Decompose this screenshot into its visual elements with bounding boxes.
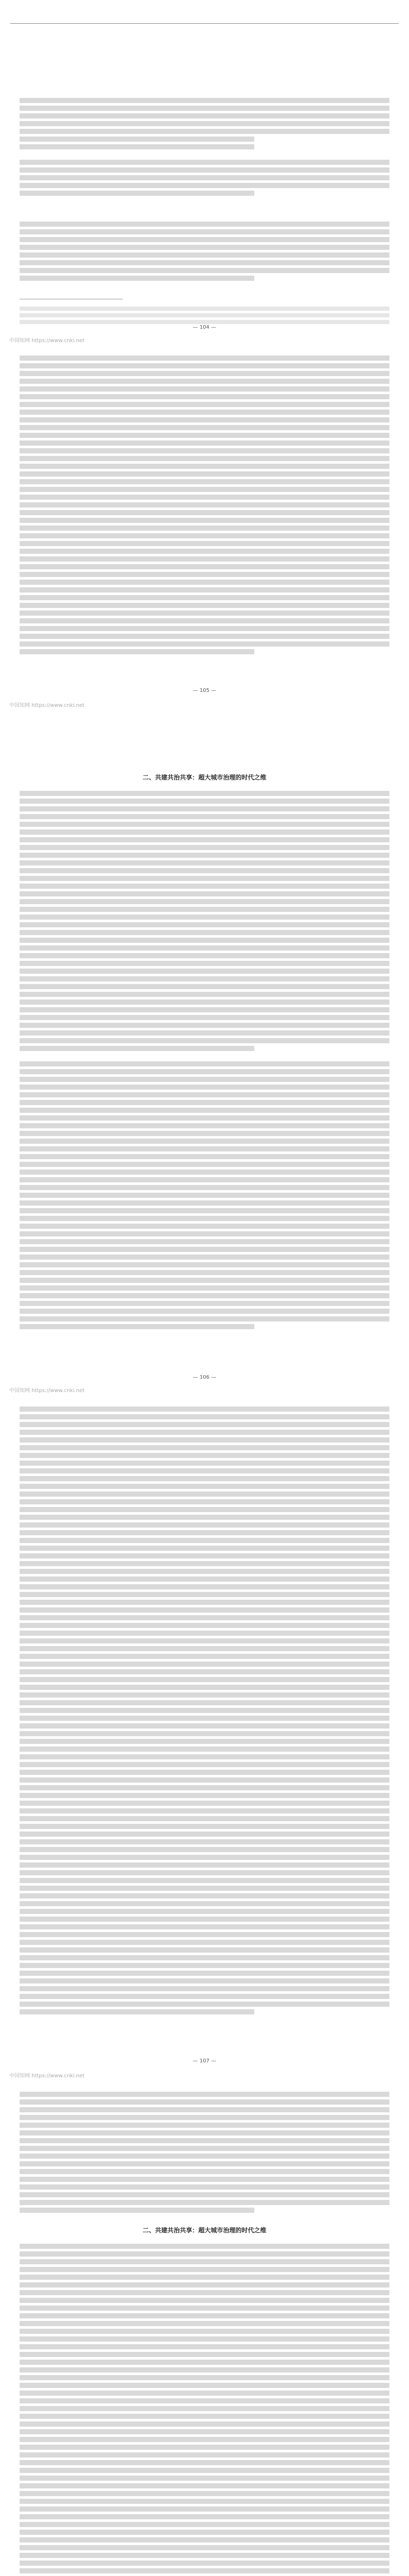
body-line [20,1231,389,1236]
page-number: — 105 — [192,688,217,693]
body-line [20,487,389,492]
body-line [20,1084,389,1090]
body-line [20,1855,389,1860]
body-line [20,999,389,1005]
body-line [20,1816,389,1821]
body-line [20,907,389,912]
body-line [20,930,389,935]
body-line [20,1739,389,1744]
affiliation [0,87,409,92]
classification-line [20,144,254,149]
body-line [20,402,389,407]
body-line [20,2530,389,2535]
body-line [20,922,389,927]
body-line [20,603,389,608]
body-line [20,363,389,368]
body-line [20,2483,389,2488]
body-line [20,814,389,819]
body-line [20,837,389,842]
footnote-line [20,313,389,317]
body-line [20,984,389,989]
body-line [20,587,389,592]
body-line [20,1131,389,1136]
body-line [20,845,389,850]
body-line [20,1986,389,1991]
body-line [20,1414,389,1419]
body-line [20,1522,389,1528]
body-line [20,1793,389,1798]
body-line [20,237,389,242]
body-line [20,1530,389,1535]
body-line [20,1662,389,1667]
footnote-line [20,307,389,311]
body-line [20,2383,389,2388]
body-line [20,1061,389,1066]
body-line [20,899,389,904]
body-line [20,564,389,569]
body-line [20,1677,389,1682]
body-line [20,595,389,600]
body-line [20,572,389,577]
body-line [20,2169,389,2174]
body-line [20,2138,389,2143]
body-line [20,1546,389,1551]
body-line [20,1615,389,1620]
abstract-line [20,113,389,118]
body-line [20,1468,389,1473]
body-line [20,2244,389,2249]
body-line [20,1607,389,1613]
page-1 [0,0,409,685]
body-line [20,1316,389,1321]
page-3 [0,1370,409,2056]
body-line [20,2414,389,2419]
body-line [20,1406,389,1412]
body-line [20,1917,389,1922]
body-line [20,2452,389,2458]
body-line [20,1170,389,1175]
body-line [20,1638,389,1643]
body-line [20,2200,389,2205]
body-line [20,2099,389,2105]
body-line [20,2476,389,2481]
body-line [20,1007,389,1012]
body-line [20,1762,389,1767]
body-line [20,1893,389,1899]
body-line [20,2336,389,2342]
watermark: 中国知网 https://www.cnki.net [9,2073,85,2079]
body-line [20,1909,389,1914]
body-line [20,853,389,858]
body-line [20,1785,389,1790]
body-line [20,2499,389,2504]
body-line [20,945,389,951]
body-line [20,611,389,616]
body-line [20,1685,389,1690]
body-line [20,2367,389,2372]
body-line [20,479,389,484]
body-line [20,2537,389,2543]
body-line [20,2506,389,2512]
body-line [20,2107,389,2112]
body-line [20,884,389,889]
body-line [20,252,389,258]
body-line [20,556,389,562]
body-line [20,1224,389,1229]
body-line [20,2267,389,2272]
body-line [20,260,389,265]
body-line [20,2429,389,2434]
body-line [20,355,389,361]
body-line [20,1208,389,1213]
body-line [20,1115,389,1121]
body-line [20,2329,389,2334]
body-line [20,1162,389,1167]
header-rule [10,23,399,24]
body-line [20,626,389,631]
body-line [20,1015,389,1020]
body-line [20,1870,389,1875]
body-line [20,2251,389,2257]
body-line [20,1123,389,1128]
body-line [20,1023,389,1028]
body-line [20,1978,389,1984]
body-line [20,2321,389,2326]
body-line [20,1592,389,1597]
body-line [20,1955,389,1960]
section-heading: 二、共建共治共享：超大城市治理的时代之维 [142,774,267,781]
body-line [20,1077,389,1082]
body-line [20,526,389,531]
body-line [20,541,389,546]
body-line [20,379,389,384]
body-line [20,2259,389,2264]
body-line [20,1901,389,1906]
body-line [20,2468,389,2473]
body-line [20,167,389,173]
body-line [20,1484,389,1489]
body-line [20,549,389,554]
body-line [20,1569,389,1574]
body-line [20,1669,389,1674]
body-line [20,175,389,180]
body-line [20,1723,389,1728]
body-line [20,868,389,873]
body-line [20,2298,389,2303]
body-line [20,953,389,958]
body-line [20,634,389,639]
body-line [20,495,389,500]
body-line [20,2123,389,2128]
body-line [20,2154,389,2159]
body-line [20,1971,389,1976]
body-line [20,938,389,943]
body-line [20,891,389,896]
body-line [20,1046,254,1051]
body-line [20,1577,389,1582]
body-line [20,1038,389,1043]
body-line [20,1963,389,1968]
body-line [20,1301,389,1306]
body-line [20,1200,389,1206]
body-line [20,791,389,796]
body-line [20,1731,389,1736]
section-heading: 二、共建共治共享：超大城市治理的时代之维 [142,2227,267,2234]
body-line [20,799,389,804]
body-line [20,1255,389,1260]
body-line [20,502,389,507]
body-line [20,1278,389,1283]
body-line [20,829,389,835]
body-line [20,2002,389,2007]
body-line [20,1177,389,1182]
body-line [20,641,389,647]
body-line [20,456,389,461]
body-line [20,448,389,453]
body-line [20,276,254,281]
body-line [20,1422,389,1427]
body-line [20,2009,254,2014]
body-line [20,2344,389,2349]
body-line [20,2398,389,2403]
article-subtitle [0,65,409,73]
body-line [20,1247,389,1252]
body-line [20,1139,389,1144]
body-line [20,371,389,376]
body-line [20,2561,389,2566]
watermark: 中国知网 https://www.cnki.net [9,703,85,708]
body-line [20,1100,389,1105]
body-line [20,1430,389,1435]
body-line [20,1092,389,1097]
body-line [20,2460,389,2465]
keywords-line [20,137,254,142]
abstract-line [20,98,389,103]
body-line [20,440,389,446]
body-line [20,518,389,523]
body-line [20,1293,389,1298]
body-line [20,2115,389,2120]
body-line [20,2313,389,2318]
body-line [20,2130,389,2136]
body-line [20,425,389,430]
body-line [20,1069,389,1074]
body-line [20,1631,389,1636]
body-line [20,1754,389,1759]
body-line [20,2522,389,2527]
body-line [20,976,389,981]
body-line [20,1262,389,1267]
body-line [20,222,389,227]
body-line [20,618,389,623]
body-line [20,1553,389,1558]
body-line [20,1654,389,1659]
watermark: 中国知网 https://www.cnki.net [9,338,85,344]
body-line [20,1030,389,1036]
page-number: — 106 — [192,1375,217,1380]
body-line [20,2352,389,2357]
body-line [20,1515,389,1520]
body-line [20,471,389,477]
body-line [20,2375,389,2380]
body-line [20,1839,389,1844]
body-line [20,1453,389,1458]
body-line [20,1862,389,1868]
body-line [20,1940,389,1945]
body-line [20,2391,389,2396]
body-line [20,2208,254,2213]
page-2 [0,685,409,1370]
body-line [20,1932,389,1937]
body-line [20,992,389,997]
body-line [20,1476,389,1481]
body-line [20,2161,389,2166]
abstract-line [20,129,389,134]
body-line [20,1808,389,1814]
body-line [20,2568,389,2573]
body-line [20,510,389,515]
body-line [20,2360,389,2365]
body-line [20,2146,389,2151]
body-line [20,1437,389,1443]
body-line [20,860,389,866]
body-line [20,191,254,196]
body-line [20,1538,389,1543]
body-line [20,1770,389,1775]
body-line [20,1154,389,1159]
body-line [20,386,389,392]
body-line [20,2421,389,2427]
body-line [20,1239,389,1244]
body-line [20,1445,389,1450]
body-line [20,1185,389,1190]
body-line [20,1747,389,1752]
body-line [20,417,389,422]
footnote-line [20,320,389,324]
body-line [20,2514,389,2519]
body-line [20,245,389,250]
body-line [20,533,389,538]
body-line [20,1708,389,1713]
body-line [20,1146,389,1151]
body-line [20,1216,389,1221]
body-line [20,1623,389,1628]
page-number: — 107 — [192,2058,217,2064]
body-line [20,1847,389,1852]
body-line [20,1492,389,1497]
body-line [20,2545,389,2550]
body-line [20,2282,389,2287]
section-heading [0,206,409,213]
body-line [20,229,389,234]
body-line [20,1108,389,1113]
body-line [20,464,389,469]
body-line [20,1700,389,1705]
body-line [20,1561,389,1566]
body-line [20,433,389,438]
body-line [20,2192,389,2197]
abstract-line [20,121,389,126]
body-line [20,394,389,399]
body-line [20,2553,389,2558]
body-line [20,961,389,966]
body-line [20,1924,389,1929]
body-line [20,1584,389,1589]
body-line [20,806,389,811]
body-line [20,1507,389,1512]
body-line [20,160,389,165]
body-line [20,410,389,415]
body-line [20,2184,389,2190]
body-line [20,969,389,974]
body-line [20,876,389,881]
body-line [20,822,389,827]
article-title [0,47,409,60]
body-line [20,2306,389,2311]
body-line [20,1878,389,1883]
body-line [20,2491,389,2496]
body-line [20,183,389,188]
body-line [20,1270,389,1275]
body-line [20,1886,389,1891]
body-line [20,2290,389,2295]
body-line [20,1285,389,1291]
body-line [20,1193,389,1198]
body-line [20,2092,389,2097]
body-line [20,580,389,585]
authors [0,77,409,84]
body-line [20,1692,389,1698]
body-line [20,649,254,654]
body-line [20,1994,389,1999]
body-line [20,268,389,273]
body-line [20,1801,389,1806]
body-line [20,1947,389,1953]
body-line [20,1461,389,1466]
body-line [20,1324,254,1329]
body-line [20,1832,389,1837]
body-line [20,1824,389,1829]
watermark: 中国知网 https://www.cnki.net [9,1388,85,1394]
body-line [20,2275,389,2280]
body-line [20,1716,389,1721]
body-line [20,1600,389,1605]
abstract-line [20,106,389,111]
body-line [20,1499,389,1504]
body-line [20,914,389,920]
page-4 [0,2056,409,2576]
body-line [20,2406,389,2411]
body-line [20,2445,389,2450]
body-line [20,1309,389,1314]
body-line [20,1777,389,1783]
page-number: — 104 — [192,325,217,330]
body-line [20,2177,389,2182]
body-line [20,2437,389,2442]
body-line [20,1646,389,1651]
